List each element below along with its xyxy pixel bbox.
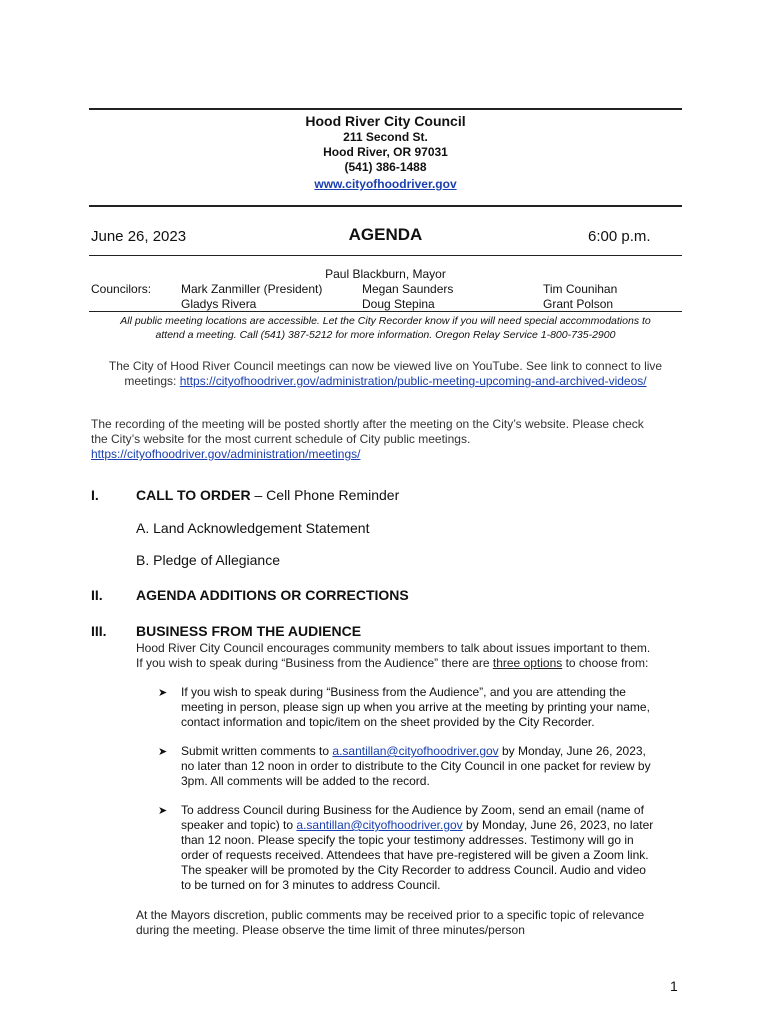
section-1-title: CALL TO ORDER xyxy=(136,487,251,503)
top-rule xyxy=(89,108,682,110)
bullet-written-comments xyxy=(181,744,691,789)
arrow-bullet-icon: ➤ xyxy=(158,746,168,758)
address-street: 211 Second St. xyxy=(343,130,428,144)
intro-pre: If you wish to speak during “Business from the Audience” there are xyxy=(136,656,493,670)
section-2-number: II. xyxy=(91,587,103,603)
councilor-column-1 xyxy=(181,282,322,312)
mayor-name: Paul Blackburn, Mayor xyxy=(325,267,446,281)
bullet-in-person xyxy=(181,685,691,730)
section-3-title: BUSINESS FROM THE AUDIENCE xyxy=(136,623,362,639)
accessibility-line: attend a meeting. Call (541) 387-5212 for more information. Oregon Relay Service 1-800-735-2900 xyxy=(155,329,616,341)
header-rule xyxy=(89,205,682,207)
councilor-name: Tim Counihan xyxy=(543,282,618,296)
closing-paragraph xyxy=(136,908,696,938)
section-3-number: III. xyxy=(91,623,107,639)
youtube-link[interactable]: https://cityofhoodriver.gov/administration/public-meeting-upcoming-and-archived-videos/ xyxy=(179,374,647,388)
arrow-bullet-icon: ➤ xyxy=(158,687,168,699)
email-link[interactable]: a.santillan@cityofhoodriver.gov xyxy=(332,744,499,758)
section-1-number: I. xyxy=(91,487,99,503)
agenda-title: AGENDA xyxy=(348,225,423,244)
bullet-line: no later than 12 noon in order to distribute to the City Council in one packet for review by xyxy=(181,759,651,773)
bullet-line: than 12 noon. Please specify the topic your testimony addresses. Testimony will go in xyxy=(181,833,634,847)
bullet-line: If you wish to speak during “Business from the Audience”, and you are attending the xyxy=(181,685,626,699)
agenda-item-land-acknowledgement: A. Land Acknowledgement Statement xyxy=(136,520,370,536)
bullet-line: To address Council during Business for the Audience by Zoom, send an email (name of xyxy=(181,803,644,817)
youtube-notice xyxy=(89,359,682,389)
address-city: Hood River, OR 97031 xyxy=(323,145,448,159)
councilor-name: Gladys Rivera xyxy=(181,297,257,311)
bullet-zoom xyxy=(181,803,691,893)
meetings-link[interactable]: https://cityofhoodriver.gov/administration/meetings/ xyxy=(91,447,361,461)
recording-line: The recording of the meeting will be posted shortly after the meeting on the City’s website. Please check xyxy=(91,417,644,431)
councilors-label: Councilors: xyxy=(91,282,152,296)
councilor-name: Megan Saunders xyxy=(362,282,454,296)
councilor-column-2 xyxy=(362,282,453,312)
bullet-line: meeting in person, please sign up when you arrive at the meeting by printing your name, xyxy=(181,700,650,714)
agenda-item-pledge: B. Pledge of Allegiance xyxy=(136,552,280,568)
email-link[interactable]: a.santillan@cityofhoodriver.gov xyxy=(296,818,463,832)
bullet-line: order of requests received. Attendees that have pre-registered will be given a Zoom link. xyxy=(181,848,649,862)
bullet-pre: Submit written comments to xyxy=(181,744,333,758)
section-2-title: AGENDA ADDITIONS OR CORRECTIONS xyxy=(136,587,409,603)
accessibility-line: All public meeting locations are accessible. Let the City Recorder know if you will need special accommodations to xyxy=(120,315,651,327)
councilor-name: Mark Zanmiller (President) xyxy=(181,282,323,296)
org-title: Hood River City Council xyxy=(305,113,466,129)
accessibility-notice xyxy=(89,314,682,342)
bullet-line: contact information and topic/item on the sheet provided by the City Recorder. xyxy=(181,715,595,729)
section-1-suffix: – Cell Phone Reminder xyxy=(250,487,400,503)
intro-underlined: three options xyxy=(492,656,563,670)
website-link[interactable]: www.cityofhoodriver.gov xyxy=(314,177,457,191)
closing-line: during the meeting. Please observe the time limit of three minutes/person xyxy=(136,923,525,937)
section-3-intro xyxy=(136,641,696,671)
bullet-line: The speaker will be promoted by the City Recorder to address Council. Audio and video xyxy=(181,863,646,877)
recording-line: the City’s website for the most current schedule of City public meetings. xyxy=(91,432,471,446)
phone-number: (541) 386-1488 xyxy=(344,160,427,174)
agenda-rule xyxy=(89,255,682,256)
councilor-name: Grant Polson xyxy=(543,297,614,311)
recording-notice xyxy=(91,417,691,462)
councilor-column-3 xyxy=(543,282,617,312)
section-1-heading xyxy=(136,487,399,503)
page-number: 1 xyxy=(670,978,678,994)
council-rule xyxy=(89,311,682,312)
bullet-line: 3pm. All comments will be added to the record. xyxy=(181,774,430,788)
closing-line: At the Mayors discretion, public comments may be received prior to a specific topic of relevance xyxy=(136,908,645,922)
bullet-post: by Monday, June 26, 2023, no later xyxy=(462,818,654,832)
youtube-prefix: meetings: xyxy=(124,374,180,388)
arrow-bullet-icon: ➤ xyxy=(158,805,168,817)
meeting-date: June 26, 2023 xyxy=(91,228,187,245)
intro-post: to choose from: xyxy=(562,656,649,670)
councilor-name: Doug Stepina xyxy=(362,297,435,311)
bullet-pre: speaker and topic) to xyxy=(181,818,297,832)
intro-line: Hood River City Council encourages community members to talk about issues important to them. xyxy=(136,641,651,655)
meeting-time: 6:00 p.m. xyxy=(588,228,651,245)
bullet-post: by Monday, June 26, 2023, xyxy=(498,744,646,758)
youtube-line: The City of Hood River Council meetings can now be viewed live on YouTube. See link to connect to live xyxy=(108,359,663,373)
bullet-line: to be turned on for 3 minutes to address Council. xyxy=(181,878,441,892)
